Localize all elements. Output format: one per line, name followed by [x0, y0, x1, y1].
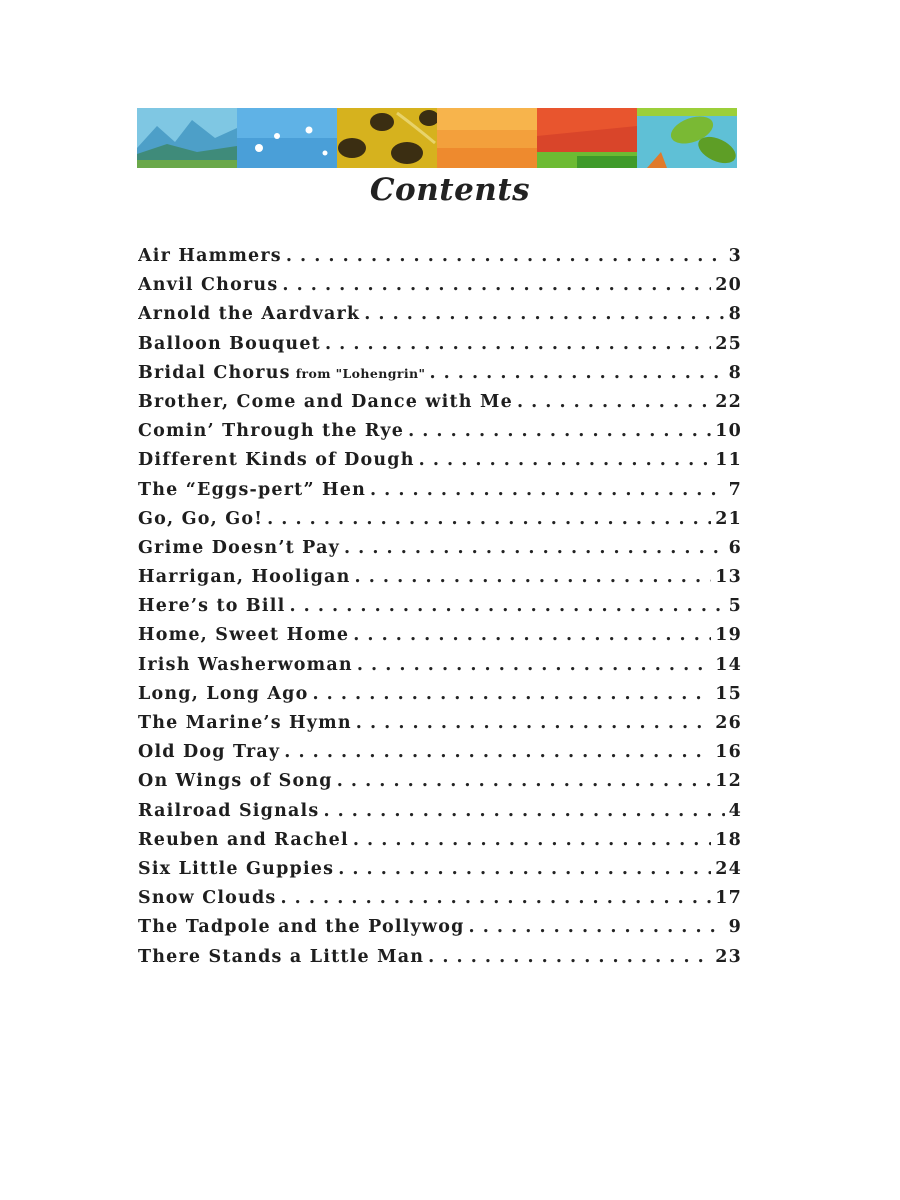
toc-entry	[138, 859, 742, 888]
toc-entry-title: Comin’ Through the Rye	[138, 421, 405, 442]
dot-leader	[355, 567, 712, 587]
red-field-painting	[537, 108, 637, 168]
toc-entry-page-number: 15	[715, 683, 742, 704]
toc-entry	[138, 771, 742, 800]
toc-entry-title: Old Dog Tray	[138, 742, 281, 763]
toc-entry	[138, 888, 742, 917]
toc-entry-title: Different Kinds of Dough	[138, 450, 415, 471]
dot-leader	[408, 421, 711, 441]
toc-entry-page-number: 17	[715, 888, 742, 909]
toc-entry-page-number: 24	[715, 858, 742, 879]
dot-leader	[280, 888, 711, 908]
toc-entry	[138, 917, 742, 946]
dot-leader	[282, 275, 711, 295]
toc-entry-subtitle: from "Lohengrin"	[295, 365, 426, 381]
dot-leader	[364, 304, 724, 324]
toc-entry-page-number: 7	[728, 479, 742, 500]
toc-entry-page-number: 5	[728, 596, 742, 617]
toc-entry	[138, 538, 742, 567]
dot-leader	[344, 538, 725, 558]
dot-leader	[338, 859, 711, 879]
toc-entry	[138, 392, 742, 421]
toc-entry-title: Air Hammers	[138, 246, 282, 266]
toc-entry-page-number: 10	[715, 421, 742, 442]
toc-entry	[138, 567, 742, 596]
dot-leader	[284, 742, 711, 762]
dot-leader	[323, 801, 724, 821]
toc-entry-title: Balloon Bouquet	[138, 333, 321, 354]
toc-entry-page-number: 12	[715, 771, 742, 792]
toc-entry-title: Anvil Chorus	[138, 275, 279, 296]
toc-entry-title: Snow Clouds	[138, 888, 277, 909]
toc-entry-page-number: 9	[728, 917, 742, 938]
dot-leader	[429, 363, 724, 383]
dot-leader	[357, 655, 711, 675]
toc-entry	[138, 480, 742, 509]
toc-entry-page-number: 25	[715, 333, 742, 354]
toc-entry	[138, 421, 742, 450]
toc-entry-title: Brother, Come and Dance with Me	[138, 391, 513, 412]
dot-leader	[517, 392, 711, 412]
table-of-contents	[138, 246, 742, 976]
toc-entry-title: Irish Washerwoman	[138, 654, 353, 675]
toc-entry-page-number: 18	[715, 829, 742, 850]
dot-leader	[356, 713, 711, 733]
toc-entry-page-number: 26	[715, 713, 742, 733]
toc-entry	[138, 450, 742, 479]
toc-entry-title: The Marine’s Hymn	[138, 713, 352, 733]
toc-entry-title: Reuben and Rachel	[138, 829, 349, 850]
dot-leader	[286, 246, 725, 266]
toc-entry	[138, 363, 742, 392]
toc-entry-title: Bridal Chorus	[138, 362, 291, 383]
toc-entry-title: Go, Go, Go!	[138, 508, 264, 529]
toc-entry	[138, 742, 742, 771]
toc-entry-title: Here’s to Bill	[138, 596, 286, 617]
toc-entry-title: Arnold the Aardvark	[138, 304, 361, 325]
toc-entry-page-number: 16	[715, 742, 742, 763]
toc-entry-page-number: 21	[715, 508, 742, 529]
toc-entry	[138, 655, 742, 684]
toc-entry-title: On Wings of Song	[138, 771, 333, 792]
toc-entry-page-number: 3	[728, 246, 742, 266]
dot-leader	[325, 334, 711, 354]
toc-entry	[138, 596, 742, 625]
header-art-banner	[137, 108, 737, 168]
toc-entry-page-number: 20	[715, 275, 742, 296]
toc-entry	[138, 246, 742, 275]
dot-leader	[428, 947, 711, 967]
toc-entry-page-number: 13	[715, 567, 742, 588]
toc-entry-title: Railroad Signals	[138, 800, 320, 821]
toc-entry	[138, 304, 742, 333]
toc-entry	[138, 947, 742, 976]
dot-leader	[267, 509, 711, 529]
toc-entry-page-number: 8	[728, 362, 742, 383]
page-title: Contents	[369, 172, 531, 208]
dot-leader	[353, 625, 711, 645]
dot-leader	[419, 450, 712, 470]
dot-leader	[469, 917, 725, 937]
toc-entry-title: Long, Long Ago	[138, 683, 309, 704]
toc-entry-page-number: 6	[728, 537, 742, 558]
dot-leader	[370, 480, 725, 500]
toc-entry	[138, 334, 742, 363]
toc-entry	[138, 830, 742, 859]
toc-entry-page-number: 8	[728, 304, 742, 325]
toc-entry	[138, 509, 742, 538]
dot-leader	[289, 596, 724, 616]
orange-sunset-painting	[437, 108, 537, 168]
toc-entry-title: The Tadpole and the Pollywog	[138, 917, 465, 938]
toc-entry-title: There Stands a Little Man	[138, 946, 425, 967]
toc-entry-page-number: 11	[715, 450, 742, 471]
toc-entry-page-number: 23	[715, 946, 742, 967]
toc-entry-page-number: 14	[715, 654, 742, 675]
spotted-frog-painting	[337, 108, 437, 168]
toc-entry-page-number: 22	[715, 391, 742, 412]
green-leaves-painting	[637, 108, 737, 168]
dot-leader	[353, 830, 711, 850]
sky-snowflakes-painting	[237, 108, 337, 168]
dot-leader	[312, 684, 711, 704]
toc-entry-page-number: 19	[715, 625, 742, 646]
toc-entry	[138, 713, 742, 742]
toc-entry-title: Home, Sweet Home	[138, 625, 350, 646]
toc-entry	[138, 625, 742, 654]
toc-entry	[138, 275, 742, 304]
toc-entry-title: Harrigan, Hooligan	[138, 567, 351, 588]
toc-entry-title: Grime Doesn’t Pay	[138, 537, 340, 558]
toc-entry-title: The “Eggs-pert” Hen	[138, 479, 366, 500]
toc-entry-page-number: 4	[728, 800, 742, 821]
dot-leader	[337, 771, 712, 791]
mountains-painting	[137, 108, 237, 168]
toc-entry	[138, 801, 742, 830]
toc-entry-title: Six Little Guppies	[138, 858, 335, 879]
toc-entry	[138, 684, 742, 713]
